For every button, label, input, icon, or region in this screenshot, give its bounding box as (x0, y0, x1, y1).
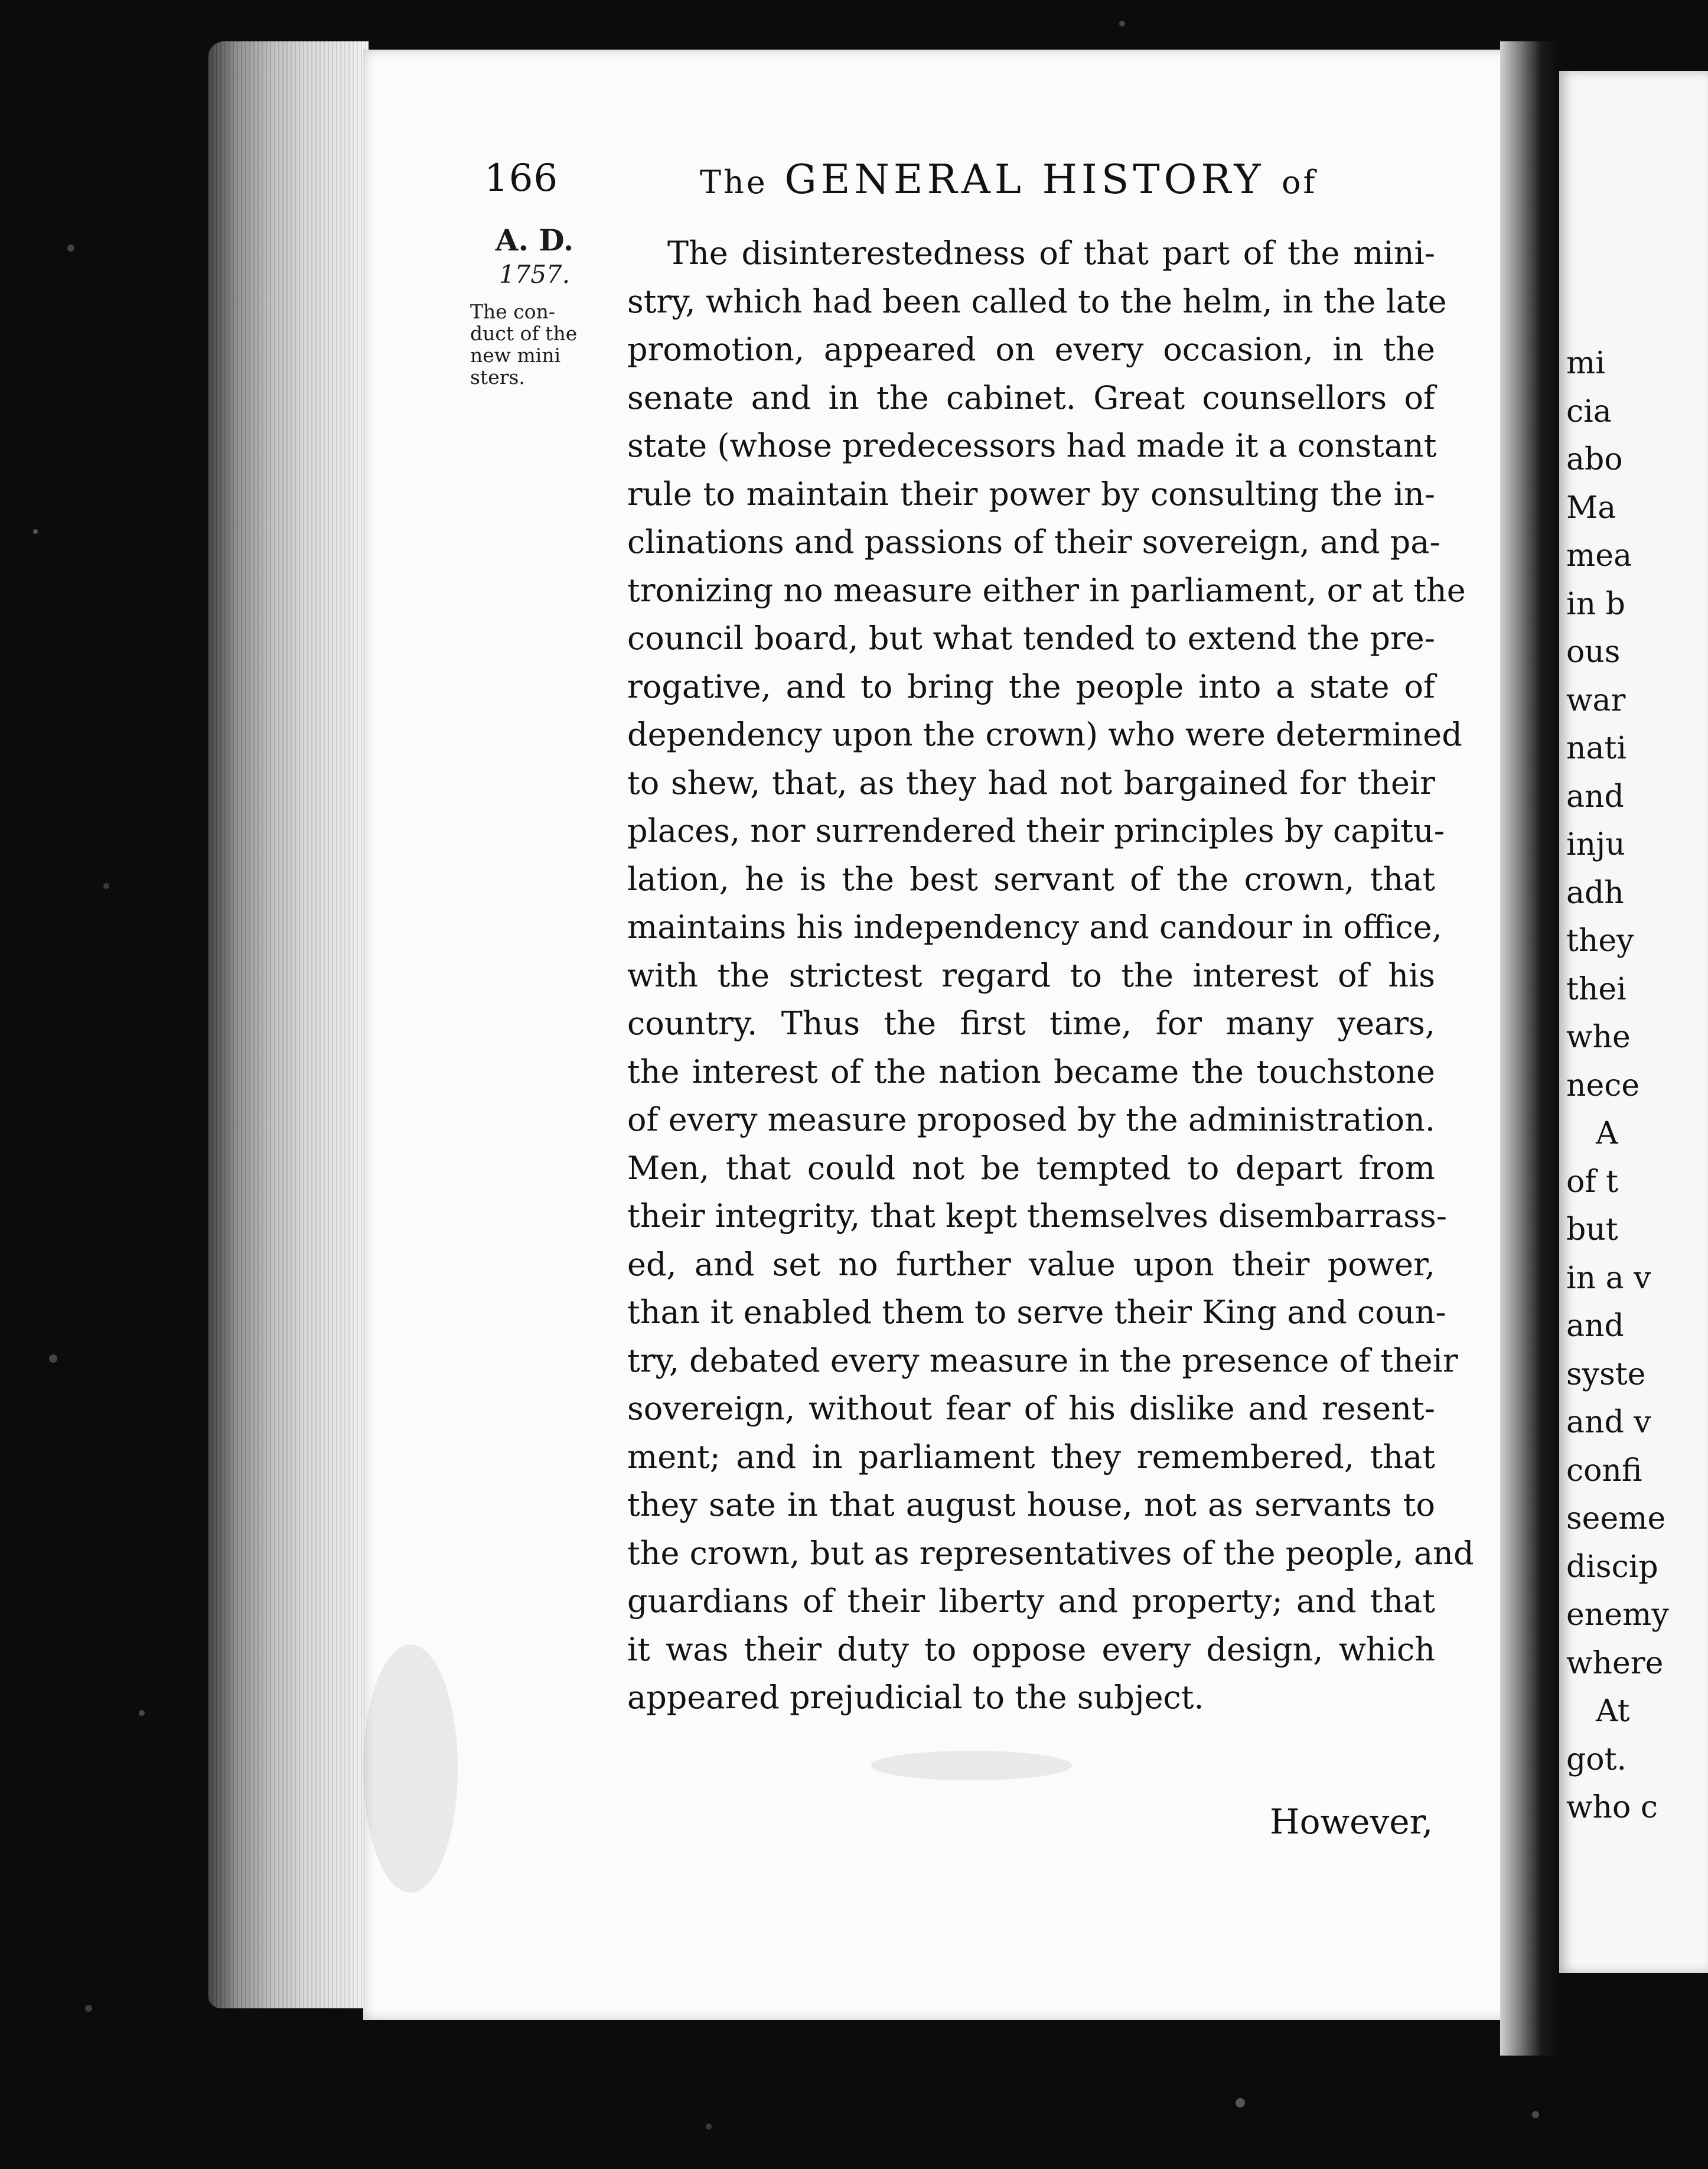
facing-line: syste (1566, 1356, 1646, 1392)
margin-gloss-line: duct of the (470, 322, 578, 345)
text-line: with the strictest regard to the interest of his (627, 956, 1435, 994)
facing-line: abo (1566, 442, 1623, 477)
text-line: Men, that could not be tempted to depart from (627, 1149, 1435, 1187)
facing-line: nati (1566, 731, 1627, 766)
book-gutter (1500, 41, 1559, 2056)
text-line: country. Thus the first time, for many years, (627, 1005, 1435, 1042)
page-number: 166 (484, 157, 559, 200)
book-fore-edge (208, 41, 369, 2008)
facing-line: and (1566, 779, 1624, 815)
text-line: guardians of their liberty and property; and that (627, 1582, 1435, 1620)
facing-line: adh (1566, 875, 1624, 911)
running-head (484, 157, 1453, 222)
text-line: council board, but what tended to extend the pre- (627, 620, 1435, 657)
facing-line: whe (1566, 1020, 1631, 1055)
text-line: they sate in that august house, not as servants to (627, 1486, 1435, 1523)
facing-line: in a v (1566, 1260, 1651, 1296)
text-line: senate and in the cabinet. Great counsellors of (627, 379, 1435, 416)
facing-line: war (1566, 682, 1626, 718)
facing-line: in b (1566, 586, 1625, 622)
facing-line: confi (1566, 1452, 1642, 1489)
running-title-suffix: of (1282, 164, 1318, 201)
text-line: lation, he is the best servant of the crown, that (627, 860, 1435, 898)
text-line: try, debated every measure in the presence of their (627, 1341, 1458, 1379)
margin-gloss-line: new mini (470, 344, 561, 367)
facing-line: and v (1566, 1405, 1651, 1440)
text-line: rogative, and to bring the people into a state of (627, 667, 1435, 705)
facing-line: Ma (1566, 490, 1616, 526)
text-line: than it enabled them to serve their King and coun- (627, 1294, 1446, 1331)
facing-line: they (1566, 923, 1634, 959)
facing-line: nece (1566, 1067, 1640, 1103)
text-line: of every measure proposed by the administration. (627, 1101, 1435, 1138)
text-line: dependency upon the crown) who were determined (627, 716, 1462, 753)
facing-line: At (1596, 1693, 1630, 1729)
facing-line: got. (1566, 1741, 1627, 1777)
running-title-main: GENERAL HISTORY (784, 157, 1265, 203)
facing-page (1559, 71, 1708, 1973)
margin-year-label: A. D. (495, 223, 574, 258)
text-line: stry, which had been called to the helm, in the late (627, 282, 1447, 320)
facing-line: inju (1566, 827, 1625, 862)
facing-line: seeme (1566, 1501, 1666, 1536)
text-line: tronizing no measure either in parliament, or at the (627, 571, 1466, 609)
text-line: state (whose predecessors had made it a constant (627, 427, 1437, 464)
text-line: to shew, that, as they had not bargained for their (627, 764, 1435, 802)
text-line: sovereign, without fear of his dislike and resent- (627, 1390, 1435, 1427)
paper-stain (363, 1644, 458, 1893)
margin-year: 1757. (498, 260, 571, 289)
facing-line: discip (1566, 1549, 1658, 1585)
facing-line: where (1566, 1645, 1664, 1681)
body-paragraph (627, 229, 1474, 1722)
paper-stain (871, 1751, 1072, 1780)
facing-line: of t (1566, 1164, 1618, 1200)
text-line: maintains his independency and candour in office, (627, 908, 1442, 946)
margin-gloss (467, 301, 602, 388)
marginal-note (467, 222, 602, 388)
facing-line: who c (1566, 1790, 1658, 1825)
text-line: clinations and passions of their sovereign, and pa- (627, 523, 1440, 561)
text-line: ment; and in parliament they remembered, that (627, 1438, 1435, 1476)
facing-line: mi (1566, 346, 1605, 381)
facing-line: ous (1566, 634, 1621, 670)
text-line: rule to maintain their power by consulting the in- (627, 475, 1435, 513)
catchword: However, (1270, 1802, 1433, 1842)
text-line: places, nor surrendered their principles by capitu- (627, 812, 1445, 849)
text-line: The disinterestedness of that part of the mini- (667, 235, 1435, 272)
facing-page-text (1566, 340, 1708, 1832)
running-title-prefix: Thе (700, 164, 768, 201)
facing-line: but (1566, 1212, 1618, 1248)
margin-gloss-line: The con- (470, 300, 556, 323)
text-line: the crown, but as representatives of the people, and (627, 1534, 1474, 1572)
margin-gloss-line: sters. (470, 366, 525, 389)
facing-line: thei (1566, 971, 1626, 1007)
text-line: ed, and set no further value upon their power, (627, 1245, 1435, 1283)
facing-line: enemy (1566, 1597, 1669, 1633)
text-line: their integrity, that kept themselves disembarrass- (627, 1197, 1447, 1235)
facing-line: A (1596, 1116, 1618, 1151)
facing-line: and (1566, 1308, 1624, 1344)
running-title (700, 157, 1318, 203)
facing-line: cia (1566, 393, 1612, 429)
text-line: it was their duty to oppose every design, which (627, 1630, 1435, 1668)
text-line: appeared prejudicial to the subject. (627, 1679, 1204, 1716)
facing-line: mea (1566, 538, 1632, 574)
text-line: promotion, appeared on every occasion, in the (627, 331, 1435, 368)
text-line: the interest of the nation became the touchstone (627, 1053, 1435, 1090)
